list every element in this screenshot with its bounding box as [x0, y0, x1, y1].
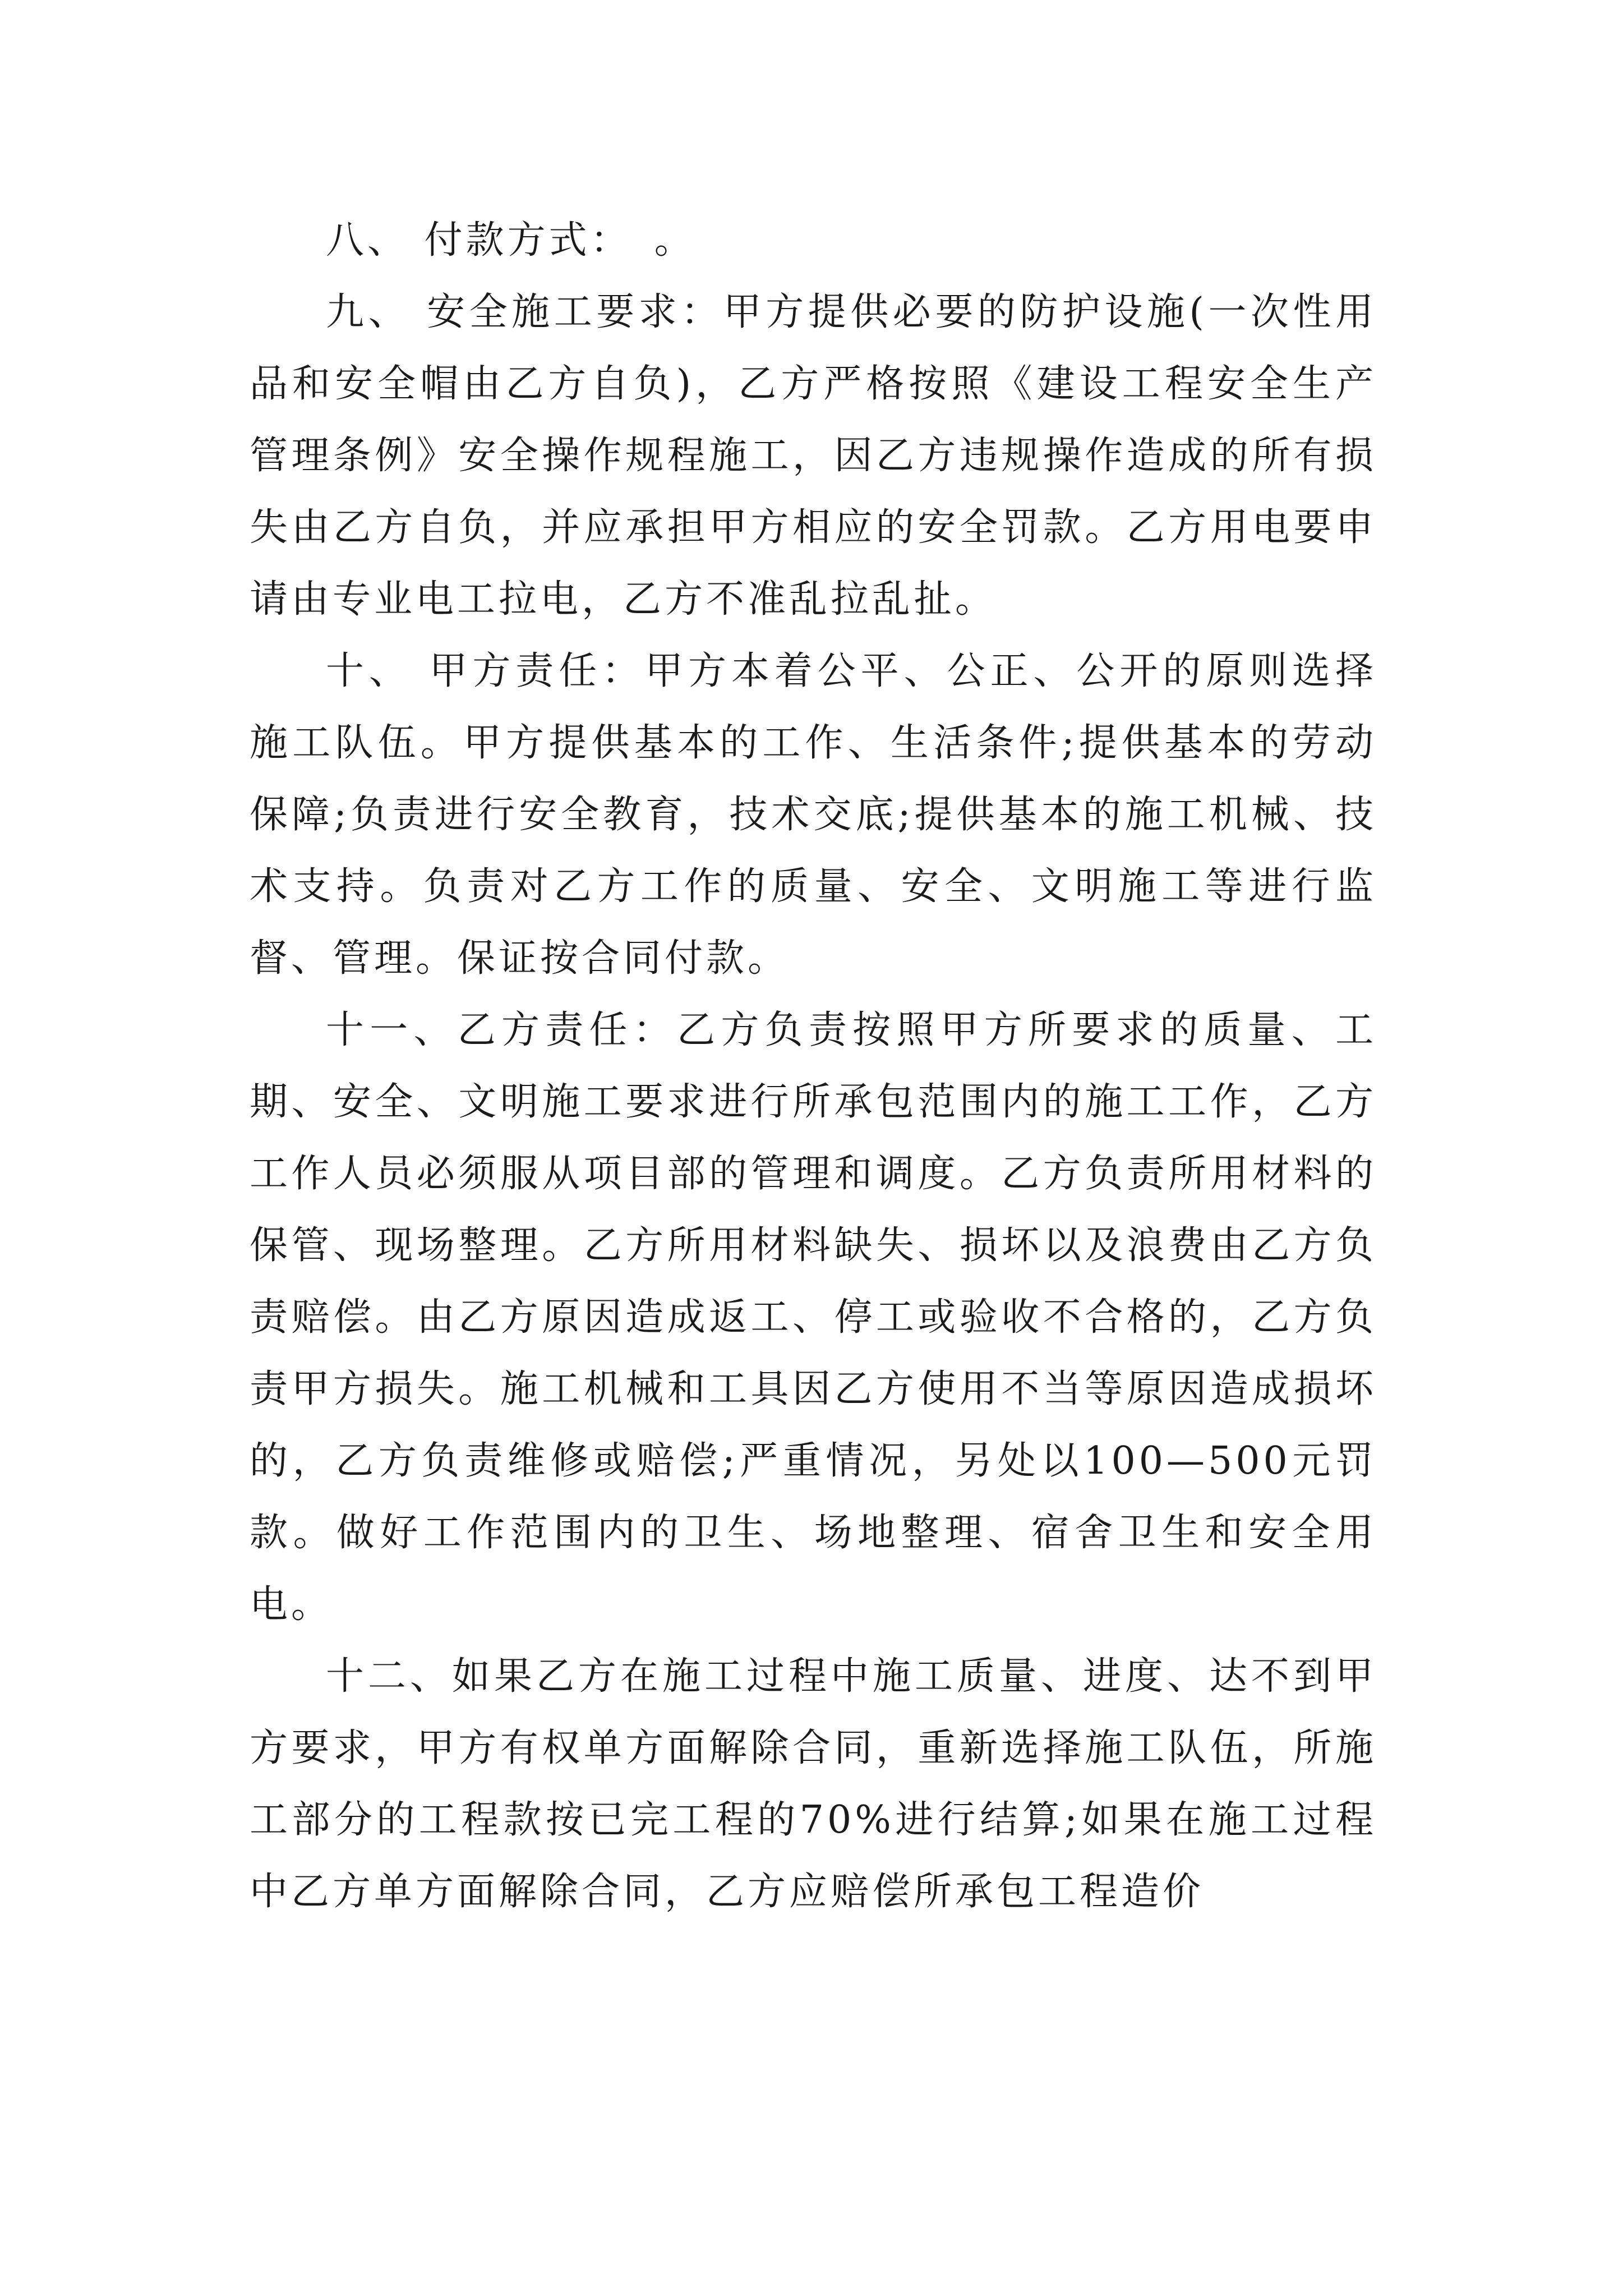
clause-10-party-a-responsibilities: 十、 甲方责任：甲方本着公平、公正、公开的原则选择施工队伍。甲方提供基本的工作、生活条件;提供基本的劳动保障;负责进行安全教育，技术交底;提供基本的施工机械、技术支持。负责对乙方工作的质量、安全、文明施工等进行监督、管理。保证按合同付款。	[250, 649, 1377, 981]
clause-9-safety-requirements: 九、 安全施工要求：甲方提供必要的防护设施(一次性用品和安全帽由乙方自负)，乙方严格按照《建设工程安全生产管理条例》安全操作规程施工，因乙方违规操作造成的所有损失由乙方自负，并应承担甲方相应的安全罚款。乙方用电要申请由专业电工拉电，乙方不准乱拉乱扯。	[250, 290, 1377, 622]
clause-8-payment-method: 八、 付款方式： 。	[326, 218, 696, 263]
clause-11-party-b-responsibilities: 十一、乙方责任：乙方负责按照甲方所要求的质量、工期、安全、文明施工要求进行所承包范围内的施工工作，乙方工作人员必须服从项目部的管理和调度。乙方负责所用材料的保管、现场整理。乙方所用材料缺失、损坏以及浪费由乙方负责赔偿。由乙方原因造成返工、停工或验收不合格的，乙方负责甲方损失。施工机械和工具因乙方使用不当等原因造成损坏的，乙方负责维修或赔偿;严重情况，另处以100—500元罚款。做好工作范围内的卫生、场地整理、宿舍卫生和安全用电。	[250, 1008, 1377, 1627]
contract-body	[250, 205, 1377, 1928]
clause-12-termination: 十二、如果乙方在施工过程中施工质量、进度、达不到甲方要求，甲方有权单方面解除合同，重新选择施工队伍，所施工部分的工程款按已完工程的70%进行结算;如果在施工过程中乙方单方面解除合同，乙方应赔偿所承包工程造价	[250, 1654, 1377, 1914]
